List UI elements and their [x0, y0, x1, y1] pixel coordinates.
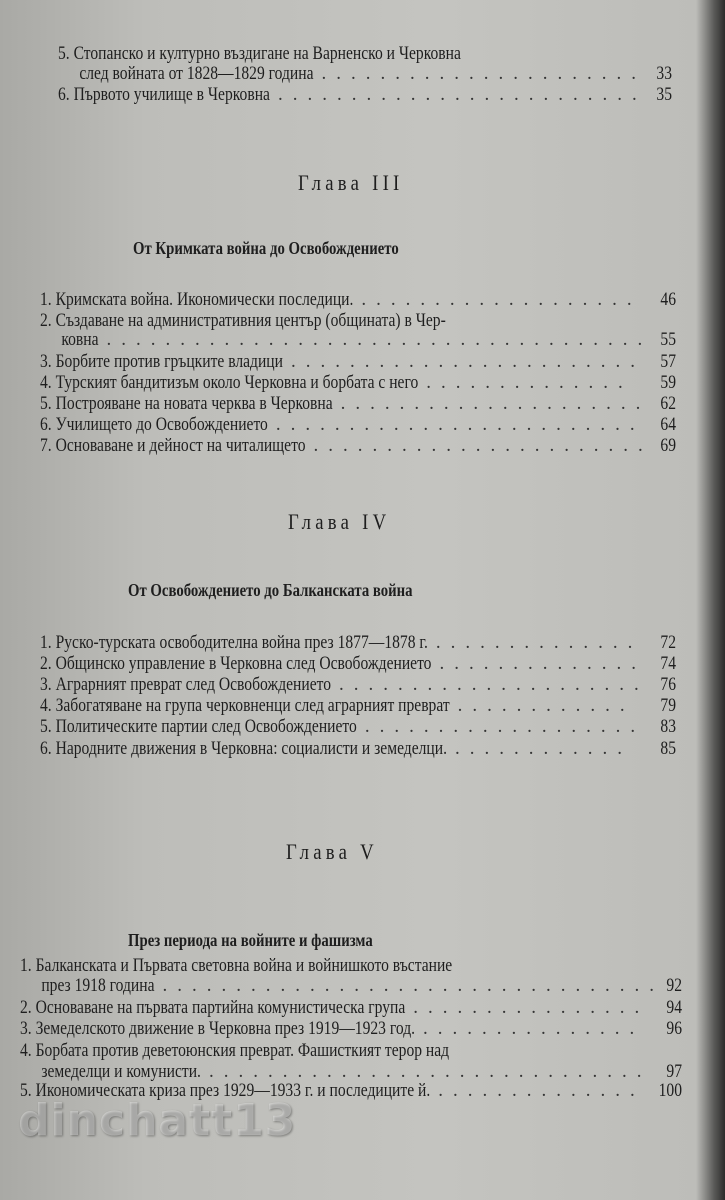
entry-title: земеделци и комунисти.	[41, 1061, 201, 1082]
toc-entry-line	[40, 393, 676, 414]
page-number: 55	[660, 329, 676, 350]
page-number: 100	[658, 1080, 682, 1101]
leader-dots: ...................	[364, 716, 646, 737]
toc-entry-line	[40, 632, 676, 653]
toc-entry-line	[20, 997, 682, 1018]
leader-dots: ..............................	[208, 1061, 652, 1082]
leader-dots: ............	[454, 738, 632, 759]
leader-dots: ..............	[426, 372, 633, 393]
entry-title: 4. Борбата против деветоюнския преврат. Фашисткият терор над	[20, 1040, 450, 1061]
entry-title: 3. Борбите против гръцките владици	[40, 351, 283, 372]
leader-dots: .........................	[275, 414, 645, 435]
leader-dots: ..............	[438, 1080, 645, 1101]
toc-entry-line	[40, 435, 676, 456]
leader-dots: ......................	[321, 63, 647, 84]
entry-title: 7. Основаване и дейност на читалището	[40, 435, 306, 456]
leader-dots: ..............	[435, 632, 643, 653]
page-number: 92	[666, 975, 682, 996]
chapter-subtitle: През периода на войните и фашизма	[128, 930, 373, 950]
page-number: 83	[660, 716, 676, 737]
entry-title: ковна	[61, 329, 99, 350]
page-number: 79	[660, 695, 676, 716]
leader-dots: ..................................	[162, 975, 665, 996]
entry-title: 2. Създаване на административния център (общината) в Чер-	[40, 310, 446, 331]
toc-entry-line	[20, 1061, 682, 1082]
chapter-heading: Глава III	[298, 170, 404, 195]
toc-entry-line	[40, 310, 676, 331]
leader-dots: ............	[457, 695, 635, 716]
entry-title: след войната от 1828—1829 година	[79, 63, 314, 84]
toc-entry-line	[20, 1018, 682, 1039]
entry-title: 6. Първото училище в Черковна	[58, 84, 270, 105]
page-number: 96	[666, 1018, 682, 1039]
page-number: 46	[660, 289, 676, 310]
watermark: dinchatt13	[18, 1095, 297, 1146]
entry-title: 5. Стопанско и културно въздигане на Варненско и Черковна	[58, 43, 461, 64]
page-number: 59	[660, 372, 676, 393]
leader-dots: .....................	[340, 393, 651, 414]
page-number: 94	[666, 997, 682, 1018]
entry-title: 6. Народните движения в Черковна: социалисти и земеделци.	[40, 738, 447, 759]
toc-entry-line	[58, 84, 672, 105]
toc-entry-line	[40, 289, 676, 310]
chapter-heading: Глава IV	[288, 509, 391, 534]
entry-title: 5. Построяване на новата черква в Черковна	[40, 393, 333, 414]
page-number: 69	[660, 435, 676, 456]
toc-entry-line	[40, 695, 676, 716]
toc-entry-line	[20, 975, 682, 996]
page-number: 76	[660, 674, 676, 695]
leader-dots: .......................	[313, 435, 653, 456]
entry-title: 2. Общинско управление в Черковна след Освобождението	[40, 653, 432, 674]
leader-dots: ...............	[423, 1018, 645, 1039]
entry-title: 3. Земеделското движение в Черковна през 1919—1923 год.	[20, 1018, 416, 1039]
toc-entry-line	[58, 63, 672, 84]
page-number: 33	[656, 63, 672, 84]
toc-entry-line	[40, 674, 676, 695]
page-number: 97	[666, 1061, 682, 1082]
page-number: 57	[660, 351, 676, 372]
entry-title: 5. Политическите партии след Освобождението	[40, 716, 357, 737]
entry-title: 2. Основаване на първата партийна комунистическа група	[20, 997, 406, 1018]
leader-dots: ................	[413, 997, 650, 1018]
leader-dots: ........................	[290, 351, 645, 372]
toc-entry-line	[40, 372, 676, 393]
page-number: 64	[660, 414, 676, 435]
toc-entry-line	[20, 1040, 682, 1061]
leader-dots: .....................	[339, 674, 649, 695]
toc-entry-line	[58, 43, 672, 64]
leader-dots: ..............	[439, 653, 646, 674]
toc-entry-line	[40, 414, 676, 435]
chapter-subtitle: От Освобождението до Балканската война	[128, 580, 413, 600]
toc-entry-line	[40, 716, 676, 737]
toc-entry-line	[40, 329, 676, 350]
toc-entry-line	[40, 738, 676, 759]
page-number: 72	[660, 632, 676, 653]
leader-dots: .....................................	[106, 329, 653, 350]
entry-title: 3. Аграрният преврат след Освобождението	[40, 674, 332, 695]
leader-dots: .........................	[277, 84, 647, 105]
page-number: 35	[656, 84, 672, 105]
entry-title: 1. Руско-турската освободителна война през 1877—1878 г.	[40, 632, 428, 653]
entry-title: 4. Забогатяване на група черковненци след аграрният преврат	[40, 695, 450, 716]
entry-title: 6. Училището до Освобождението	[40, 414, 268, 435]
leader-dots: ...................	[361, 289, 642, 310]
page-number: 85	[660, 738, 676, 759]
entry-title: през 1918 година	[41, 975, 155, 996]
chapter-heading: Глава V	[286, 839, 378, 864]
toc-entry-line	[40, 351, 676, 372]
entry-title: 1. Балканската и Първата световна война и войнишкото въстание	[20, 955, 453, 976]
toc-entry-line	[20, 955, 682, 976]
chapter-subtitle: От Кримката война до Освобождението	[133, 238, 399, 258]
toc-entry-line	[40, 653, 676, 674]
entry-title: 1. Кримската война. Икономически последици.	[40, 289, 354, 310]
entry-title: 5. Икономическата криза през 1929—1933 г. и последиците й.	[20, 1080, 431, 1101]
page-number: 62	[660, 393, 676, 414]
page-number: 74	[660, 653, 676, 674]
entry-title: 4. Турският бандитизъм около Черковна и борбата с него	[40, 372, 419, 393]
